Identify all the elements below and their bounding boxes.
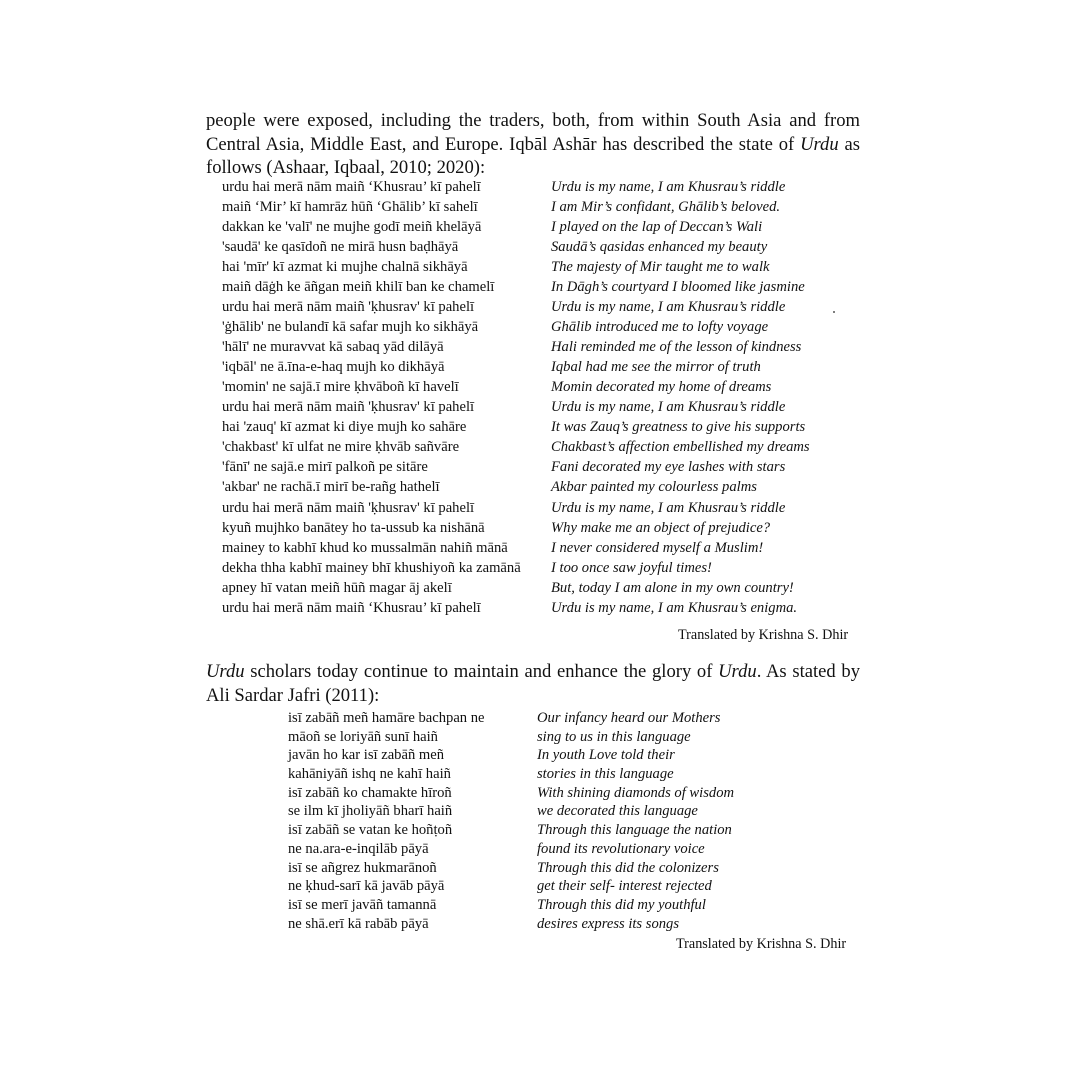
poem-line-translation: But, today I am alone in my own country! (551, 579, 794, 596)
poem-line-transliteration: isī zabāñ ko chamakte hīroñ (288, 784, 452, 801)
poem-line-transliteration: 'akbar' ne rachā.ī mirī be-rañg hathelī (222, 479, 440, 496)
poem-line-transliteration: isī zabāñ meñ hamāre bachpan ne (288, 710, 485, 726)
poem-line-translation: Through this did the colonizers (537, 859, 719, 876)
poem-line-transliteration: isī se merī javāñ tamannā (288, 896, 437, 913)
poem-line-translation: Urdu is my name, I am Khusrau’s riddle (551, 179, 786, 195)
poem-line-transliteration: ne ḳhud-sarī kā javāb pāyā (288, 878, 445, 895)
poem-line-translation: Our infancy heard our Mothers (537, 710, 721, 726)
poem-line-translation: Urdu is my name, I am Khusrau’s riddle (551, 499, 786, 516)
poem-line-transliteration: 'chakbast' kī ulfat ne mire ḳhvāb sañvāre (222, 439, 460, 456)
poem-line-transliteration: ne na.ara-e-inqilāb pāyā (288, 840, 429, 857)
poem-line-transliteration: isī zabāñ se vatan ke hoñṭoñ (288, 822, 453, 839)
poem-line-translation: Momin decorated my home of dreams (551, 379, 772, 396)
poem-line-transliteration: mainey to kabhī khud ko mussalmān nahiñ mānā (222, 539, 508, 556)
poem-line-translation: Fani decorated my eye lashes with stars (551, 459, 786, 476)
poem-line-translation: The majesty of Mir taught me to walk (551, 259, 770, 276)
poem-line-transliteration: hai 'zauq' kī azmat ki diye mujh ko sahāre (222, 419, 467, 436)
poem1-translation-column (551, 177, 810, 618)
poem-line-transliteration: javān ho kar isī zabāñ meñ (288, 747, 445, 764)
poem-line-transliteration: hai 'mīr' kī azmat ki mujhe chalnā sikhāyā (222, 259, 468, 276)
poem-line-translation: I am Mir’s confidant, Ghālib’s beloved. (551, 199, 781, 216)
poem-line-translation: desires express its songs (537, 915, 680, 932)
poem-line-transliteration: dekha thha kabhī mainey bhī khushiyoñ ka zamānā (222, 559, 521, 576)
poem2-credit: Translated by Krishna S. Dhir (676, 936, 847, 952)
poem-line-translation: I played on the lap of Deccan’s Wali (551, 219, 763, 236)
middle-emphasis-urdu-2: Urdu (718, 661, 757, 682)
poem-line-transliteration: ne shā.erī kā rabāb pāyā (288, 915, 429, 932)
poem-line-transliteration: kyuñ mujhko banātey ho ta-ussub ka nishānā (222, 519, 485, 536)
poem-line-transliteration: urdu hai merā nām maiñ 'ḳhusrav' kī pahelī (222, 299, 475, 316)
poem-line-transliteration: 'iqbāl' ne ā.īna-e-haq mujh ko dikhāyā (222, 359, 445, 376)
poem-line-transliteration: urdu hai merā nām maiñ ‘Khusrau’ kī pahelī (222, 599, 481, 616)
poem-line-translation: Urdu is my name, I am Khusrau’s riddle (551, 399, 786, 416)
poem-line-translation: Chakbast’s affection embellished my dreams (551, 439, 810, 456)
poem-line-transliteration: maiñ dāġh ke āñgan meiñ khilī ban ke chamelī (222, 279, 495, 296)
poem-line-translation: With shining diamonds of wisdom (537, 784, 735, 801)
middle-paragraph (206, 660, 860, 707)
poem2-translation-column (537, 709, 734, 933)
poem1-transliteration-column (222, 177, 521, 618)
intro-text-1: people were exposed, including the traders, both, from within South Asia and from Central Asia, Middle East, and Europe. Iqbāl Ashār has described the state of (206, 110, 860, 155)
poem-line-translation: Urdu is my name, I am Khusrau’s enigma. (551, 599, 798, 616)
poem-line-transliteration: isī se añgrez hukmarānoñ (288, 859, 437, 876)
poem-line-translation: sing to us in this language (537, 728, 691, 745)
poem-line-translation: Akbar painted my colourless palms (551, 479, 757, 496)
poem-line-transliteration: 'momin' ne sajā.ī mire ḳhvāboñ kī havelī (222, 379, 459, 396)
poem-line-translation: we decorated this language (537, 803, 698, 820)
poem-line-translation: found its revolutionary voice (537, 840, 705, 857)
poem-line-transliteration: se ilm kī jholiyāñ bharī haiñ (288, 803, 453, 820)
poem1-credit: Translated by Krishna S. Dhir (678, 627, 849, 643)
poem-line-translation: stories in this language (537, 766, 674, 783)
poem-line-transliteration: maiñ ‘Mir’ kī hamrāz hūñ ‘Ghālib’ kī sahelī (222, 199, 478, 216)
poem-line-transliteration: 'hālī' ne muravvat kā sabaq yād dilāyā (222, 339, 444, 356)
poem-line-transliteration: 'saudā' ke qasīdoñ ne mirā husn baḍhāyā (222, 239, 459, 256)
poem-line-transliteration: 'ġhālib' ne bulandī kā safar mujh ko sikhāyā (222, 319, 479, 336)
poem-line-translation: get their self- interest rejected (537, 878, 712, 895)
poem-line-transliteration: kahāniyāñ ishq ne kahī haiñ (288, 766, 451, 783)
poem-line-transliteration: apney hī vatan meiñ hūñ magar āj akelī (222, 579, 452, 596)
poem-line-transliteration: urdu hai merā nām maiñ 'ḳhusrav' kī pahelī (222, 499, 475, 516)
poem-line-translation: It was Zauq’s greatness to give his supports (551, 419, 806, 436)
poem-line-transliteration: urdu hai merā nām maiñ 'ḳhusrav' kī pahelī (222, 399, 475, 416)
poem-line-translation: In Dāgh’s courtyard I bloomed like jasmine (551, 279, 805, 296)
poem-line-translation: Urdu is my name, I am Khusrau’s riddle (551, 299, 786, 316)
poem-line-translation: Through this did my youthful (537, 896, 706, 913)
poem-line-translation: Why make me an object of prejudice? (551, 519, 771, 536)
poem-line-translation: I never considered myself a Muslim! (551, 539, 764, 556)
intro-emphasis-urdu: Urdu (800, 133, 839, 155)
poem-line-translation: I too once saw joyful times! (551, 559, 712, 576)
intro-text-2: as follows (Ashaar, Iqbaal, 2010; 2020): (206, 133, 861, 178)
poem-line-transliteration: urdu hai merā nām maiñ ‘Khusrau’ kī pahelī (222, 179, 481, 195)
poem-line-translation: Hali reminded me of the lesson of kindness (551, 339, 802, 356)
poem-line-transliteration: māoñ se loriyāñ sunī haiñ (288, 728, 438, 745)
poem2-transliteration-column (288, 709, 485, 933)
middle-text-1: scholars today continue to maintain and enhance the glory of (244, 661, 719, 682)
middle-emphasis-urdu-1: Urdu (206, 661, 245, 682)
poem-line-translation: Saudā’s qasidas enhanced my beauty (551, 239, 768, 256)
stray-mark (833, 311, 835, 313)
intro-paragraph (206, 109, 860, 180)
poem-line-translation: Ghālib introduced me to lofty voyage (551, 319, 769, 336)
poem-line-transliteration: 'fānī' ne sajā.e mirī palkoñ pe sitāre (222, 459, 428, 476)
poem-line-translation: Iqbal had me see the mirror of truth (551, 359, 761, 376)
middle-text-2: . As stated by Ali Sardar Jafri (2011): (206, 661, 860, 706)
poem-line-transliteration: dakkan ke 'valī' ne mujhe godī meiñ khelāyā (222, 219, 482, 236)
poem-line-translation: In youth Love told their (537, 747, 675, 764)
poem-line-translation: Through this language the nation (537, 822, 732, 839)
